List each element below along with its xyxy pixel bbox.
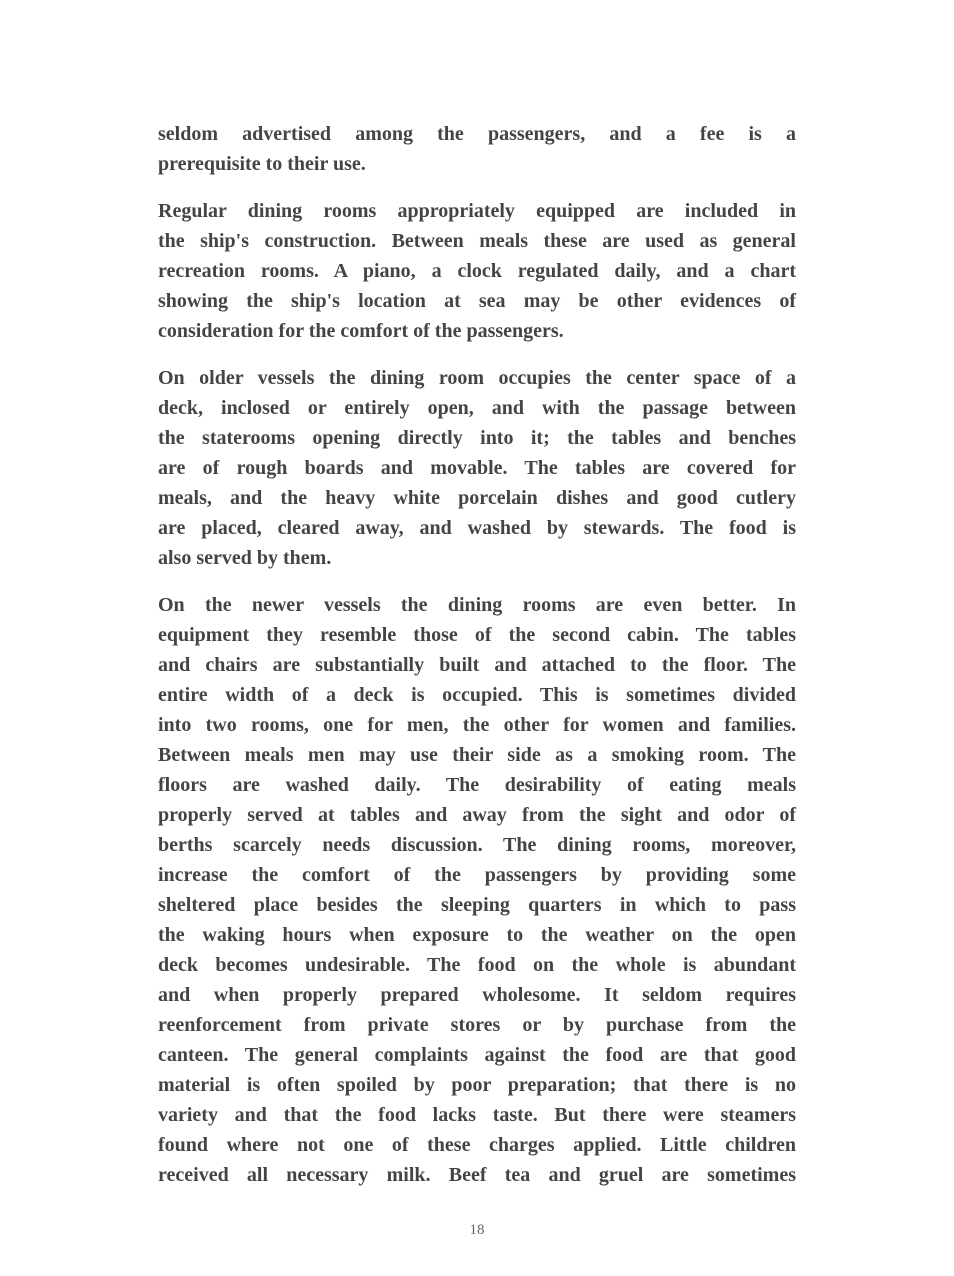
text-line: seldom advertised among the passengers, and a fee is a bbox=[158, 123, 796, 145]
text-line: into two rooms, one for men, the other for women and families. bbox=[158, 714, 796, 736]
text-line: reenforcement from private stores or by purchase from the bbox=[158, 1014, 796, 1036]
text-line: On the newer vessels the dining rooms are even better. In bbox=[158, 594, 796, 616]
text-line: floors are washed daily. The desirability of eating meals bbox=[158, 774, 796, 796]
paragraph bbox=[158, 590, 796, 1190]
text-line: canteen. The general complaints against the food are that good bbox=[158, 1044, 796, 1066]
text-line: material is often spoiled by poor preparation; that there is no bbox=[158, 1074, 796, 1096]
text-line: equipment they resemble those of the second cabin. The tables bbox=[158, 624, 796, 646]
text-line: the waking hours when exposure to the weather on the open bbox=[158, 924, 796, 946]
text-line: prerequisite to their use. bbox=[158, 153, 366, 175]
text-line: found where not one of these charges applied. Little children bbox=[158, 1134, 796, 1156]
text-line: sheltered place besides the sleeping quarters in which to pass bbox=[158, 894, 796, 916]
paragraph bbox=[158, 363, 796, 573]
text-line: and chairs are substantially built and attached to the floor. The bbox=[158, 654, 796, 676]
paragraph bbox=[158, 196, 796, 346]
text-line: deck, inclosed or entirely open, and with the passage between bbox=[158, 397, 796, 419]
text-line: also served by them. bbox=[158, 547, 332, 569]
text-line: the staterooms opening directly into it; the tables and benches bbox=[158, 427, 796, 449]
text-line: are of rough boards and movable. The tables are covered for bbox=[158, 457, 796, 479]
text-line: and when properly prepared wholesome. It seldom requires bbox=[158, 984, 796, 1006]
text-line: entire width of a deck is occupied. This is sometimes divided bbox=[158, 684, 796, 706]
text-line: the ship's construction. Between meals these are used as general bbox=[158, 230, 796, 252]
text-line: recreation rooms. A piano, a clock regulated daily, and a chart bbox=[158, 260, 796, 282]
text-line: consideration for the comfort of the passengers. bbox=[158, 320, 564, 342]
text-line: deck becomes undesirable. The food on the whole is abundant bbox=[158, 954, 796, 976]
text-line: properly served at tables and away from the sight and odor of bbox=[158, 804, 796, 826]
text-line: variety and that the food lacks taste. But there were steamers bbox=[158, 1104, 796, 1126]
page-body bbox=[158, 119, 796, 1207]
text-line: Between meals men may use their side as a smoking room. The bbox=[158, 744, 796, 766]
text-line: Regular dining rooms appropriately equipped are included in bbox=[158, 200, 796, 222]
text-line: are placed, cleared away, and washed by stewards. The food is bbox=[158, 517, 796, 539]
page-number: 18 bbox=[469, 1222, 485, 1238]
text-line: On older vessels the dining room occupies the center space of a bbox=[158, 367, 796, 389]
text-line: received all necessary milk. Beef tea and gruel are sometimes bbox=[158, 1164, 796, 1186]
paragraph bbox=[158, 119, 796, 179]
text-line: increase the comfort of the passengers by providing some bbox=[158, 864, 796, 886]
text-line: showing the ship's location at sea may be other evidences of bbox=[158, 290, 796, 312]
text-line: berths scarcely needs discussion. The dining rooms, moreover, bbox=[158, 834, 796, 856]
text-line: meals, and the heavy white porcelain dishes and good cutlery bbox=[158, 487, 796, 509]
